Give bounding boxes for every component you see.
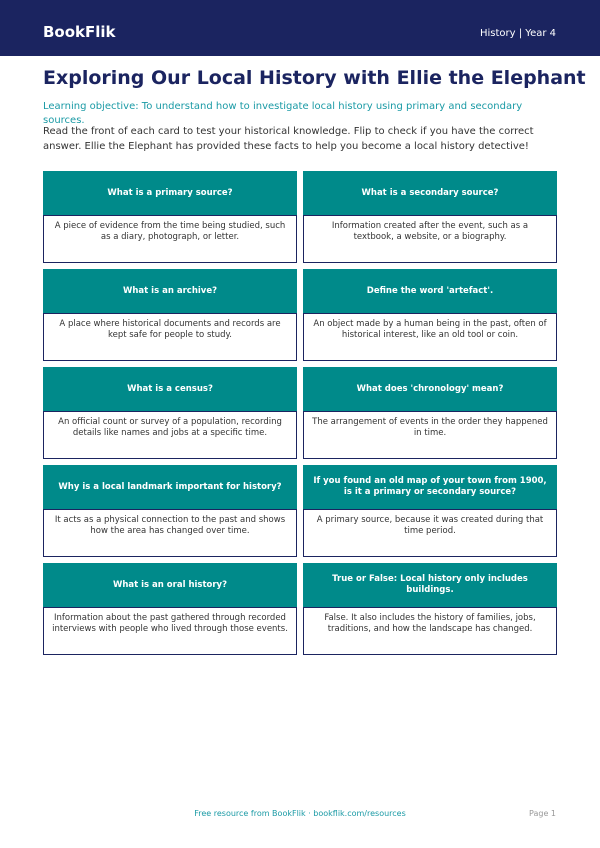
flashcard xyxy=(303,269,557,361)
card-front-question: True or False: Local history only includes buildings. xyxy=(303,563,557,607)
intro-paragraph: Read the front of each card to test your historical knowledge. Flip to check if you have the correct answer. Ellie the Elephant has provided these facts to help you become a local history detective! xyxy=(43,126,534,152)
card-back-answer: False. It also includes the history of families, jobs, traditions, and how the landscape has changed. xyxy=(303,607,557,655)
card-back-answer: An official count or survey of a population, recording details like names and jobs at a specific time. xyxy=(43,411,297,459)
learning-objective: Learning objective: To understand how to investigate local history using primary and secondary sources. xyxy=(43,101,523,126)
subject-year-label: History | Year 4 xyxy=(479,28,556,39)
card-back-answer: A piece of evidence from the time being studied, such as a diary, photograph, or letter. xyxy=(43,215,297,263)
card-back-answer: Information created after the event, such as a textbook, a website, or a biography. xyxy=(303,215,557,263)
card-back-answer: The arrangement of events in the order they happened in time. xyxy=(303,411,557,459)
card-front-question: What is a census? xyxy=(43,367,297,411)
card-front-question: Why is a local landmark important for history? xyxy=(43,465,297,509)
flashcard xyxy=(43,269,297,361)
card-front-question: If you found an old map of your town from 1900, is it a primary or secondary source? xyxy=(303,465,557,509)
card-front-question: What is an archive? xyxy=(43,269,297,313)
footer-link[interactable]: Free resource from BookFlik · bookflik.com/resources xyxy=(194,809,406,818)
flashcard xyxy=(303,563,557,655)
card-back-answer: Information about the past gathered through recorded interviews with people who lived through those events. xyxy=(43,607,297,655)
card-front-question: What is a primary source? xyxy=(43,171,297,215)
card-front-question: Define the word 'artefact'. xyxy=(303,269,557,313)
flashcard xyxy=(43,563,297,655)
page-header xyxy=(0,0,600,56)
flashcard xyxy=(43,171,297,263)
page-number: Page 1 xyxy=(529,809,556,818)
page-title: Exploring Our Local History with Ellie the Elephant xyxy=(43,67,586,89)
flashcard xyxy=(43,367,297,459)
flashcard xyxy=(303,367,557,459)
card-back-answer: An object made by a human being in the past, often of historical interest, like an old tool or coin. xyxy=(303,313,557,361)
flashcard-grid xyxy=(43,171,557,655)
card-back-answer: A place where historical documents and records are kept safe for people to study. xyxy=(43,313,297,361)
card-front-question: What is an oral history? xyxy=(43,563,297,607)
flashcard xyxy=(43,465,297,557)
card-front-question: What is a secondary source? xyxy=(303,171,557,215)
flashcard xyxy=(303,171,557,263)
flashcard xyxy=(303,465,557,557)
card-back-answer: A primary source, because it was created during that time period. xyxy=(303,509,557,557)
card-front-question: What does 'chronology' mean? xyxy=(303,367,557,411)
brand-logo-text: BookFlik xyxy=(43,23,116,41)
card-back-answer: It acts as a physical connection to the past and shows how the area has changed over time. xyxy=(43,509,297,557)
